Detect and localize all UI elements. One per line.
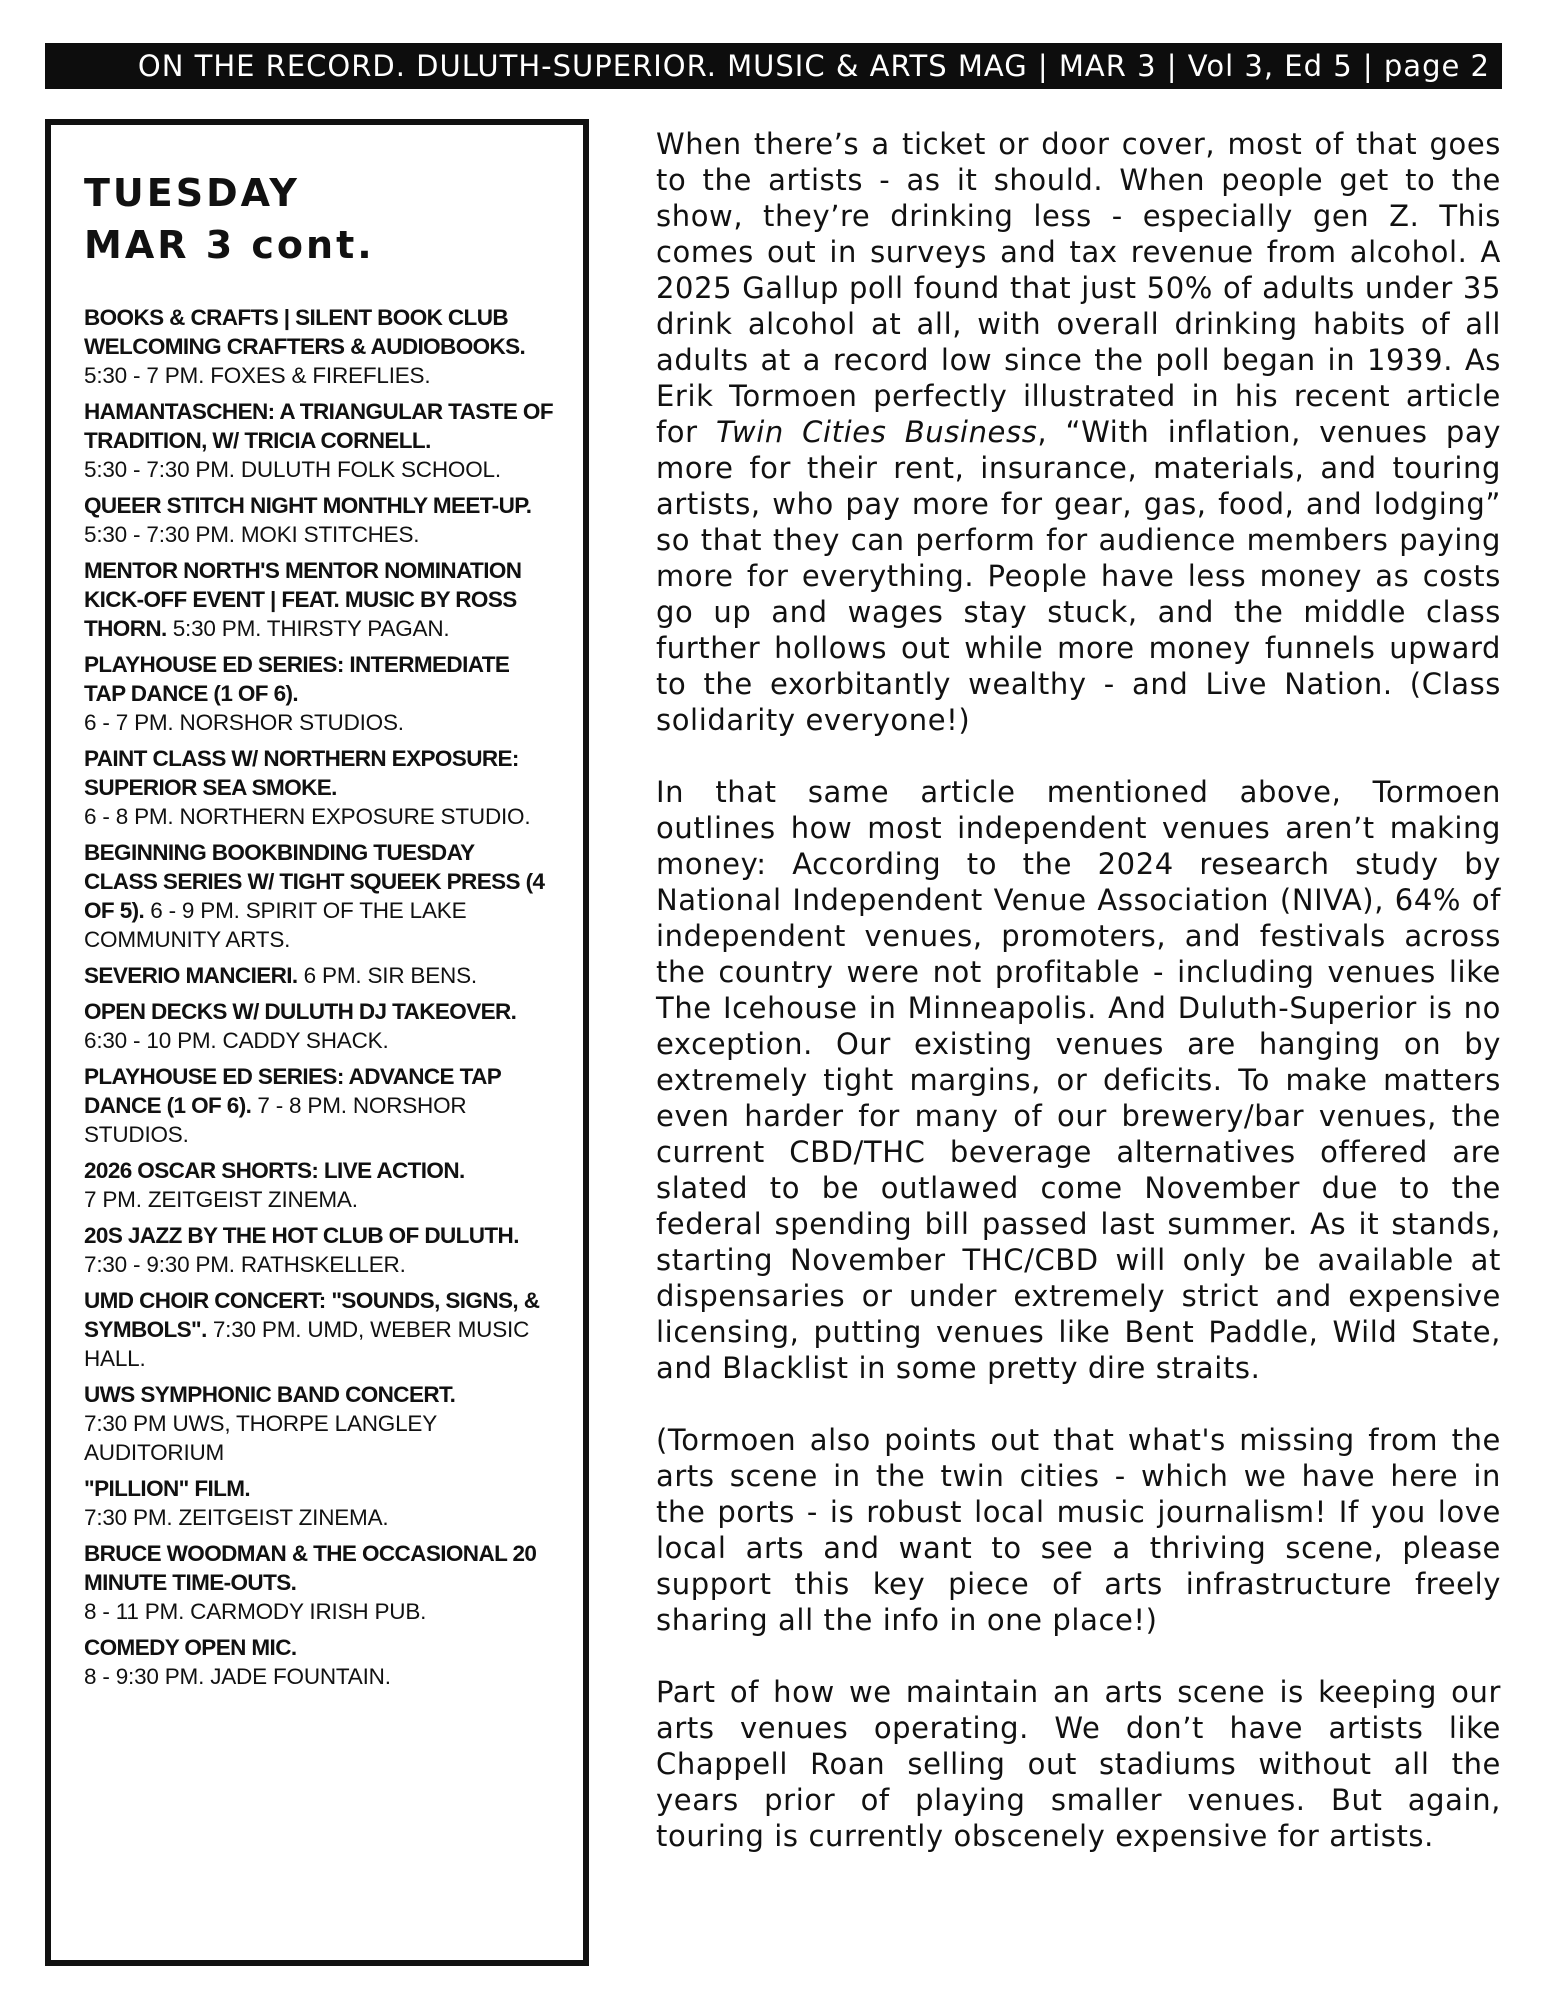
event-details: 7 PM. ZEITGEIST ZINEMA. <box>84 1187 358 1212</box>
event-item <box>84 1221 553 1279</box>
event-title: 2026 OSCAR SHORTS: LIVE ACTION. <box>84 1158 465 1183</box>
event-item <box>84 650 553 737</box>
event-item <box>84 1062 553 1149</box>
event-details: 8 - 11 PM. CARMODY IRISH PUB. <box>84 1599 427 1624</box>
article-paragraph-1 <box>656 126 1501 738</box>
event-details: 5:30 - 7:30 PM. MOKI STITCHES. <box>84 522 420 547</box>
event-item <box>84 961 553 990</box>
event-details: 7 - 8 PM. NORSHOR STUDIOS. <box>84 1093 467 1147</box>
event-title: HAMANTASCHEN: A TRIANGULAR TASTE OF TRADITION, W/ TRICIA CORNELL. <box>84 399 553 453</box>
event-details: 5:30 PM. THIRSTY PAGAN. <box>172 616 450 641</box>
page-header-bar <box>45 43 1502 89</box>
event-title: BRUCE WOODMAN & THE OCCASIONAL 20 MINUTE TIME-OUTS. <box>84 1541 537 1595</box>
article-column <box>656 126 1501 1854</box>
event-item <box>84 1474 553 1532</box>
event-details: 7:30 PM UWS, THORPE LANGLEY AUDITORIUM <box>84 1411 437 1465</box>
event-details: 6 - 7 PM. NORSHOR STUDIOS. <box>84 710 404 735</box>
p1-text-a: When there’s a ticket or door cover, most of that goes to the artists - as it should. When people get to the show, they’re drinking less - especially gen Z. This comes out in surveys and tax revenue from alcohol. A 2025 Gallup poll found that just 50% of adults under 35 drink alcohol at all, with overall drinking habits of all adults at a record low since the poll began in 1939. As Erik Tormoen perfectly illustrated in his recent article for <box>656 127 1501 449</box>
event-title: 20S JAZZ BY THE HOT CLUB OF DULUTH. <box>84 1223 519 1248</box>
day-heading-line1: TUESDAY <box>84 171 300 215</box>
event-details: 6 - 8 PM. NORTHERN EXPOSURE STUDIO. <box>84 804 531 829</box>
event-item <box>84 303 553 390</box>
event-item <box>84 1380 553 1467</box>
event-item <box>84 744 553 831</box>
event-title: MENTOR NORTH'S MENTOR NOMINATION KICK-OFF EVENT | FEAT. MUSIC BY ROSS THORN. <box>84 558 522 641</box>
event-title: OPEN DECKS W/ DULUTH DJ TAKEOVER. <box>84 999 517 1024</box>
event-details: 6 - 9 PM. SPIRIT OF THE LAKE COMMUNITY ARTS. <box>84 898 467 952</box>
event-title: PLAYHOUSE ED SERIES: INTERMEDIATE TAP DANCE (1 OF 6). <box>84 652 510 706</box>
event-details: 8 - 9:30 PM. JADE FOUNTAIN. <box>84 1664 391 1689</box>
article-paragraph-4: Part of how we maintain an arts scene is keeping our arts venues operating. We don’t have artists like Chappell Roan selling out stadiums without all the years prior of playing smaller venues. But again, touring is currently obscenely expensive for artists. <box>656 1675 1501 1853</box>
event-details: 6 PM. SIR BENS. <box>303 963 477 988</box>
event-item <box>84 838 553 954</box>
event-listing-box <box>45 119 589 1966</box>
event-title: COMEDY OPEN MIC. <box>84 1635 297 1660</box>
p1-text-b: , “With inflation, venues pay more for their rent, insurance, materials, and touring artists, who pay more for gear, gas, food, and lodging” so that they can perform for audience members paying more for everything. People have less money as costs go up and wages stay stuck, and the middle class further hollows out while more money funnels upward to the exorbitantly wealthy - and Live Nation. (Class solidarity everyone!) <box>656 415 1501 737</box>
event-title: UMD CHOIR CONCERT: "SOUNDS, SIGNS, & SYMBOLS". <box>84 1288 540 1342</box>
event-details: 6:30 - 10 PM. CADDY SHACK. <box>84 1028 389 1053</box>
event-item <box>84 556 553 643</box>
event-list <box>84 303 553 1691</box>
event-details: 7:30 PM. UMD, WEBER MUSIC HALL. <box>84 1317 530 1371</box>
event-item <box>84 1633 553 1691</box>
event-title: "PILLION" FILM. <box>84 1476 251 1501</box>
header-text: ON THE RECORD. DULUTH-SUPERIOR. MUSIC & ARTS MAG | MAR 3 | Vol 3, Ed 5 | page 2 <box>137 49 1490 83</box>
event-details: 5:30 - 7 PM. FOXES & FIREFLIES. <box>84 363 431 388</box>
publication-name: Twin Cities Business <box>715 415 1038 449</box>
event-item <box>84 1539 553 1626</box>
event-item <box>84 491 553 549</box>
event-title: BOOKS & CRAFTS | SILENT BOOK CLUB WELCOMING CRAFTERS & AUDIOBOOKS. <box>84 305 526 359</box>
event-item <box>84 397 553 484</box>
day-heading <box>84 167 553 271</box>
event-title: BEGINNING BOOKBINDING TUESDAY CLASS SERIES W/ TIGHT SQUEEK PRESS (4 OF 5). <box>84 840 545 923</box>
event-item <box>84 1286 553 1373</box>
event-details: 7:30 PM. ZEITGEIST ZINEMA. <box>84 1505 389 1530</box>
article-paragraph-3: (Tormoen also points out that what's missing from the arts scene in the twin cities - which we have here in the ports - is robust local music journalism! If you love local arts and want to see a thriving scene, please support this key piece of arts infrastructure freely sharing all the info in one place!) <box>656 1423 1501 1637</box>
event-title: SEVERIO MANCIERI. <box>84 963 298 988</box>
event-item <box>84 1156 553 1214</box>
event-title: UWS SYMPHONIC BAND CONCERT. <box>84 1382 456 1407</box>
event-details: 5:30 - 7:30 PM. DULUTH FOLK SCHOOL. <box>84 457 501 482</box>
event-title: QUEER STITCH NIGHT MONTHLY MEET-UP. <box>84 493 532 518</box>
event-title: PLAYHOUSE ED SERIES: ADVANCE TAP DANCE (1 OF 6). <box>84 1064 501 1118</box>
event-title: PAINT CLASS W/ NORTHERN EXPOSURE: SUPERIOR SEA SMOKE. <box>84 746 519 800</box>
day-heading-line2: MAR 3 cont. <box>84 223 375 267</box>
event-item <box>84 997 553 1055</box>
event-details: 7:30 - 9:30 PM. RATHSKELLER. <box>84 1252 406 1277</box>
article-paragraph-2: In that same article mentioned above, Tormoen outlines how most independent venues aren’t making money: According to the 2024 research study by National Independent Venue Association (NIVA), 64% of independent venues, promoters, and festivals across the country were not profitable - including venues like The Icehouse in Minneapolis. And Duluth-Superior is no exception. Our existing venues are hanging on by extremely tight margins, or deficits. To make matters even harder for many of our brewery/bar venues, the current CBD/THC beverage alternatives offered are slated to be outlawed come November due to the federal spending bill passed last summer. As it stands, starting November THC/CBD will only be available at dispensaries or under extremely strict and expensive licensing, putting venues like Bent Paddle, Wild State, and Blacklist in some pretty dire straits. <box>656 775 1501 1385</box>
